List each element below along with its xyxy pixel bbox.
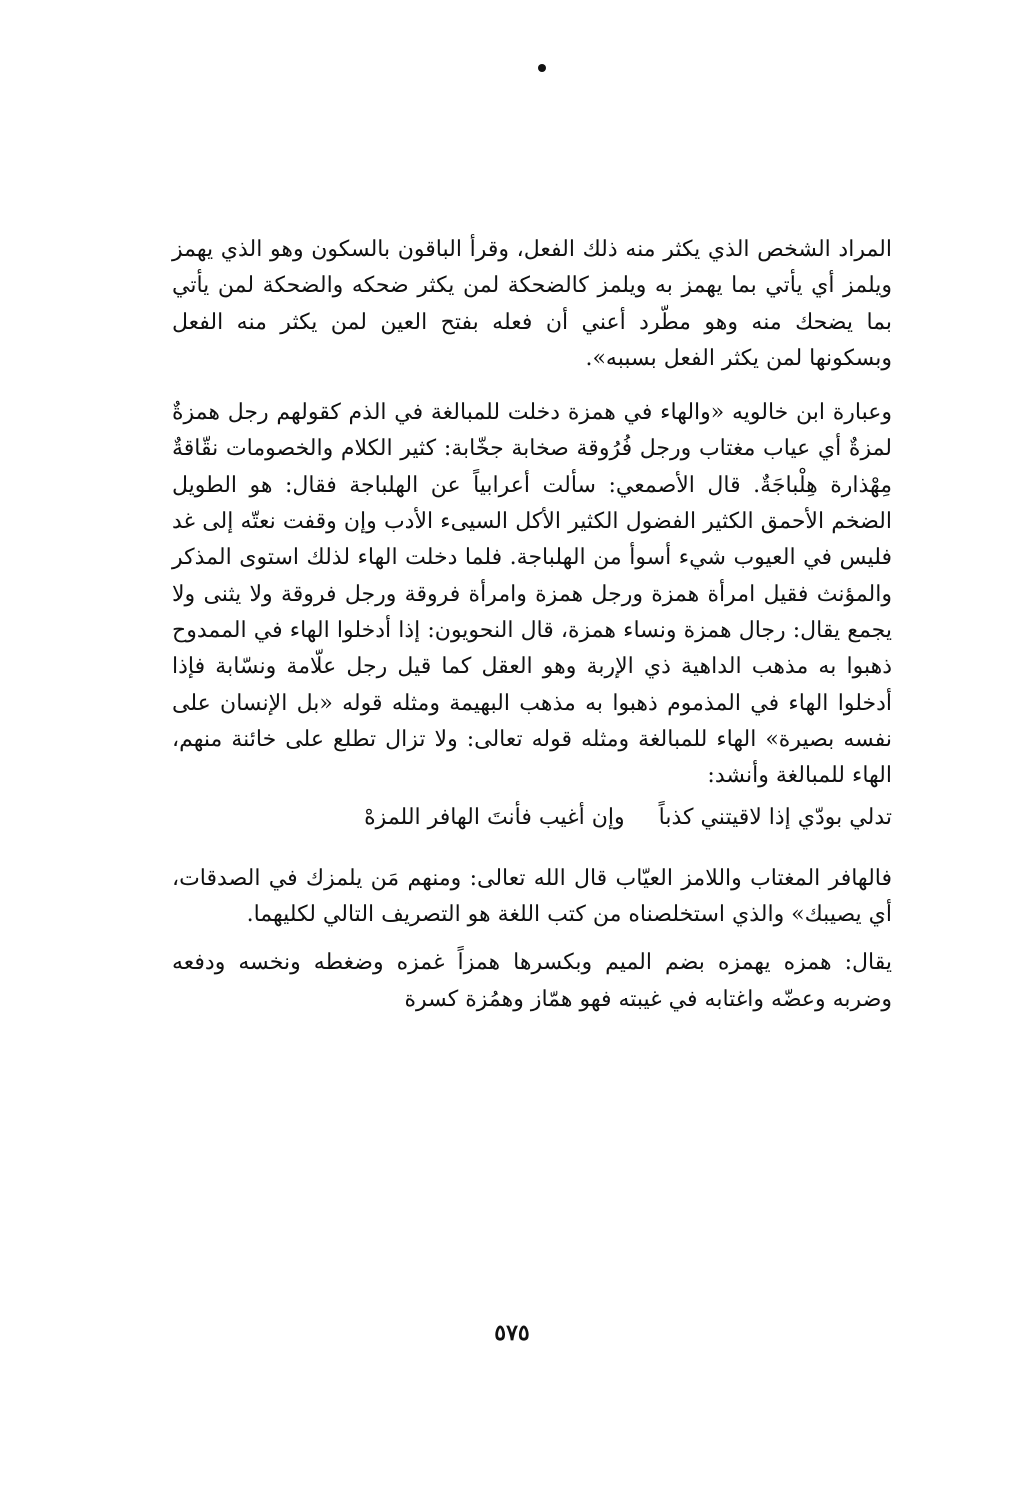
paragraph-4: يقال: همزه يهمزه بضم الميم وبكسرها همزاً غمزه وضغطه ونخسه ودفعه وضربه وعضّه واغتابه في غيبته فهو همّاز وهمُزة كسرة [172, 950, 892, 1012]
paragraph-1: المراد الشخص الذي يكثر منه ذلك الفعل، وقرأ الباقون بالسكون وهو الذي يهمز ويلمز أي يأتي بما يهمز به ويلمز كالضحكة لمن يكثر ضحكه والضحكة لمن يأتي بما يضحك منه وهو مطّرد أعني أن فعله بفتح العين لمن يكثر منه الفعل وبسكونها لمن يكثر الفعل بسببه». [172, 237, 892, 371]
page-number: ٥٧٥ [494, 1320, 530, 1346]
verse-first-hemistich: تدلي بودّي إذا لاقيتني كذباً [658, 805, 892, 831]
paragraph-2: وعبارة ابن خالويه «والهاء في همزة دخلت للمبالغة في الذم كقولهم رجل همزةٌ لمزةٌ أي عياب مغتاب ورجل فُرُوقة صخابة جخّابة: كثير الكلام والخصومات نقّاقةٌ مِهْذارة هِلْباجَةٌ. قال الأصمعي: سألت أعرابياً عن الهلباجة فقال: هو الطويل الضخم الأحمق الكثير الفضول الكثير الأكل السيىء الأدب وإن وقفت نعتّه إلى غد فليس في العيوب شيء أسوأ من الهلباجة. فلما دخلت الهاء لذلك استوى المذكر والمؤنث فقيل امرأة همزة ورجل همزة وامرأة فروقة ورجل فروقة ولا يثنى ولا يجمع يقال: رجال همزة ونساء همزة، قال النحويون: إذا أدخلوا الهاء في الممدوح ذهبوا به مذهب الداهية ذي الإربة وهو العقل كما قيل رجل علّامة ونسّابة فإذا أدخلوا الهاء في المذموم ذهبوا به مذهب البهيمة ومثله قوله «بل الإنسان على نفسه بصيرة» الهاء للمبالغة ومثله قوله تعالى: ولا تزال تطلع على خائنة منهم، الهاء للمبالغة وأنشد: [172, 400, 892, 789]
page-body [172, 232, 892, 1018]
top-dot-mark [538, 64, 546, 72]
verse-second-hemistich: وإن أغيب فأنتَ الهافر اللمزهْ [364, 805, 625, 831]
verse-line [172, 800, 892, 836]
paragraph-3: فالهافر المغتاب واللامز العيّاب قال الله تعالى: ومنهم مَن يلمزك في الصدقات، أي يصيبك» والذي استخلصناه من كتب اللغة هو التصريف التالي لكليهما. [172, 865, 892, 928]
